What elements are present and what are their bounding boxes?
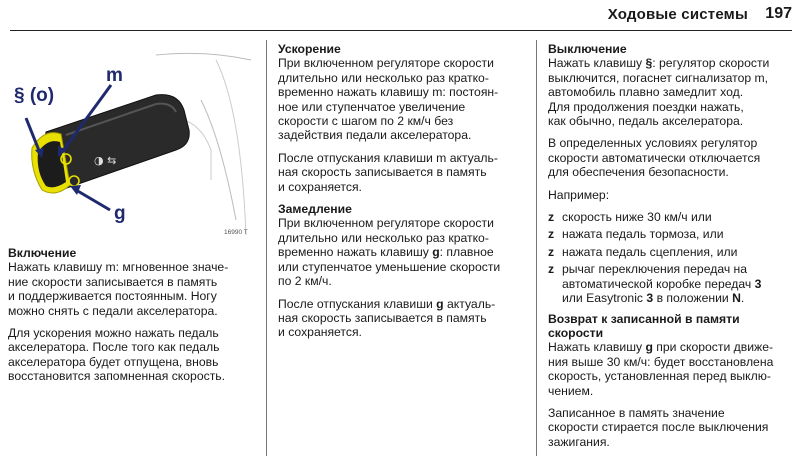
header-rule (10, 30, 792, 31)
list-item: z рычаг переключения передач на автоматической коробке передач 3 или Easytronic 3 в положении N. (548, 262, 762, 306)
column-divider-2 (536, 40, 537, 456)
lever-drawing (6, 40, 256, 240)
list-item: z нажата педаль тормоза, или (548, 227, 724, 242)
label-g: g (114, 203, 126, 224)
enable-paragraph-1: Нажать клавишу m: мгновенное значе- ние скорости записывается в память и поддерживается постоянным. Ногу можно снять с педали акселератора. (8, 260, 229, 318)
key-g: g (436, 296, 444, 311)
acceleration-paragraph-2: После отпускания клавиши m актуаль- ная скорость записывается в память и сохраняется. (278, 150, 498, 194)
disable-paragraph-2: В определенных условиях регулятор скорости автоматически отключается для обеспечения безопасности. (548, 136, 761, 180)
heading-enable: Включение (8, 246, 77, 260)
acceleration-paragraph-1: При включенном регуляторе скорости длительно или несколько раз кратко- временно нажать клавишу m: постоян- ное или ступенчатое увеличение скорости с шагом по 2 км/ч без задействия педали акселератора. (278, 56, 499, 143)
page-number: 197 (765, 5, 792, 22)
svg-text:◑ ⇆: ◑ ⇆ (94, 154, 117, 167)
column-3 (548, 42, 798, 457)
resume-paragraph-1: Нажать клавишу g при скорости движе- ния выше 30 км/ч: будет восстановлена скорость, установленная перед выклю- чением. (548, 340, 774, 398)
disable-conditions-list (548, 210, 798, 305)
page-header (0, 0, 800, 34)
key-g: g (432, 245, 440, 260)
label-m: m (106, 65, 123, 86)
heading-acceleration: Ускорение (278, 42, 341, 56)
heading-deceleration: Замедление (278, 202, 352, 217)
disable-paragraph-1: Нажать клавишу §: регулятор скорости выключится, погаснет сигнализатор m, автомобиль плавно замедлит ход. Для продолжения поездки нажать, как обычно, педаль акселератора. (548, 56, 770, 129)
section-title: Ходовые системы (607, 6, 748, 23)
cruise-control-lever-illustration (6, 40, 256, 240)
heading-resume: Возврат к записанной в памяти скорости (548, 311, 740, 340)
list-item: z скорость ниже 30 км/ч или (548, 210, 712, 225)
column-divider-1 (266, 40, 267, 456)
column-1 (8, 246, 258, 392)
heading-disable: Выключение (548, 42, 627, 56)
list-item: z нажата педаль сцепления, или (548, 244, 738, 259)
resume-paragraph-2: Записанное в память значение скорости стирается после выключения зажигания. (548, 405, 769, 449)
deceleration-paragraph-1: При включенном регуляторе скорости длительно или несколько раз кратко- временно нажать клавишу g: плавное или ступенчатое уменьшение скорости по 2 км/ч. (278, 216, 501, 289)
enable-paragraph-2: Для ускорения можно нажать педаль акселератора. После того как педаль акселератора будет отпущена, вновь восстановится запомненная скорость. (8, 326, 226, 384)
example-label: Например: (548, 187, 610, 202)
illustration-code: 16990 T (224, 229, 248, 236)
column-2 (278, 42, 528, 348)
key-s: § (645, 56, 653, 71)
label-s-o: § (o) (14, 85, 55, 106)
deceleration-paragraph-2: После отпускания клавиши g актуаль- ная скорость записывается в память и сохраняется. (278, 296, 496, 340)
key-g: g (645, 340, 653, 355)
